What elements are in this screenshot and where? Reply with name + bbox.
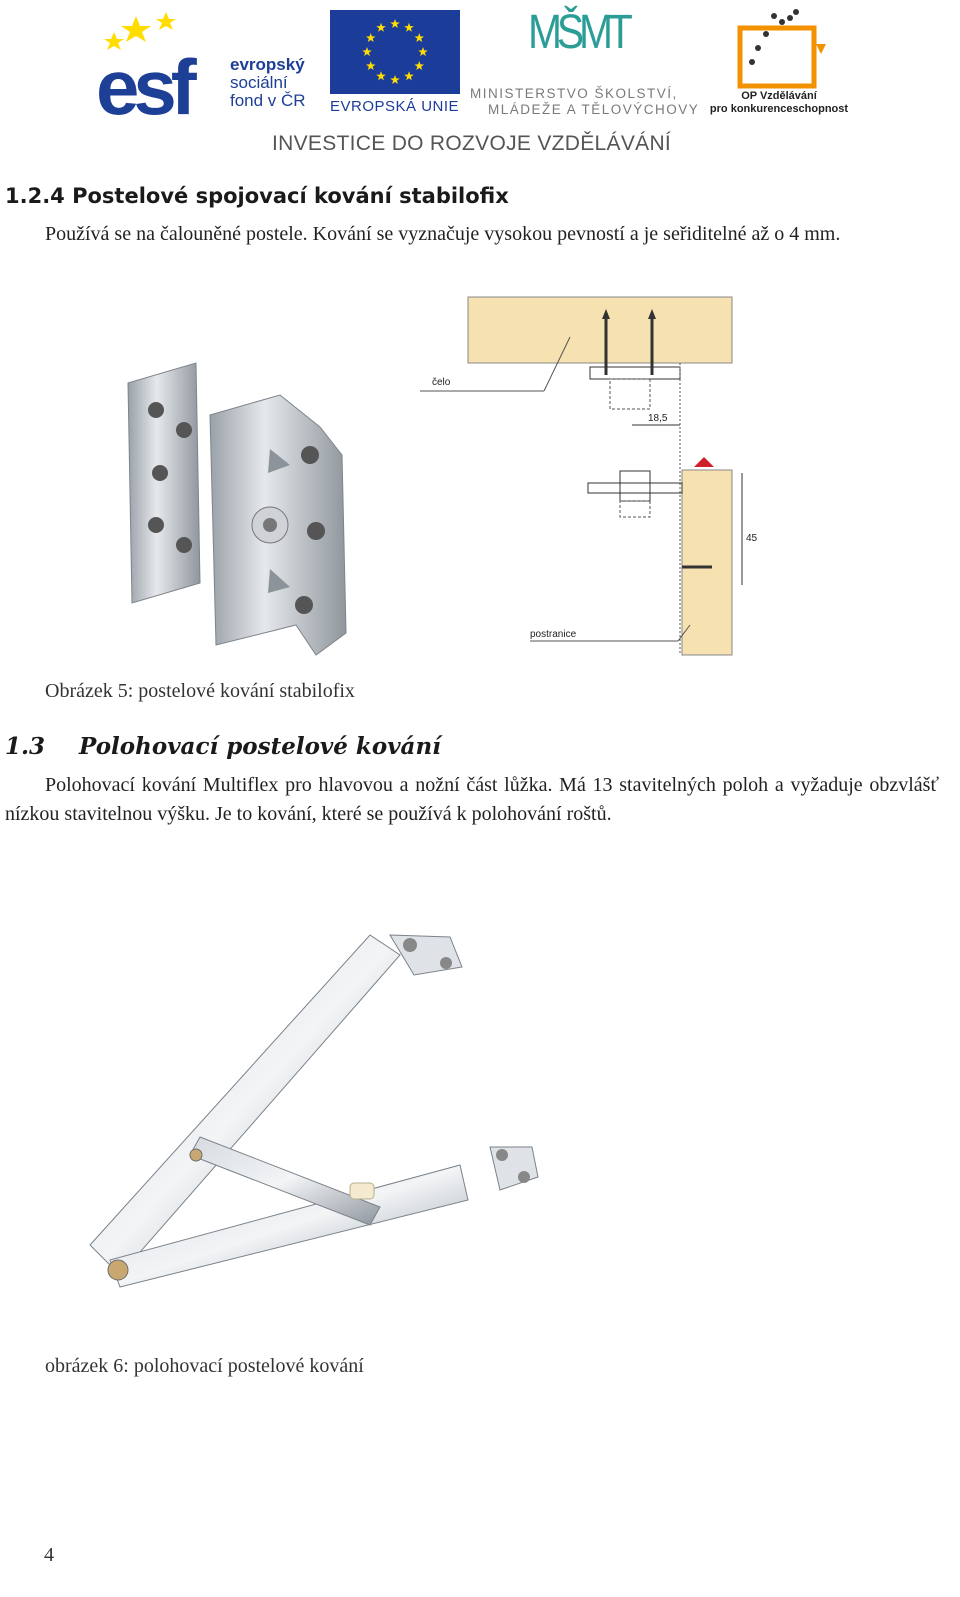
msmt-line-2: MLÁDEŽE A TĚLOVÝCHOVY: [488, 102, 700, 117]
msmt-line-1: MINISTERSTVO ŠKOLSTVÍ,: [470, 86, 678, 101]
section-heading-1-2-4: 1.2.4 Postelové spojovací kování stabilofix: [5, 184, 509, 208]
section-heading-1-3: [5, 733, 441, 760]
stabilofix-diagram-graphic: [420, 295, 760, 665]
section-number: 1.3: [5, 733, 46, 760]
section-1-2-4-paragraph: Používá se na čalouněné postele. Kování se vyznačuje vysokou pevností a je seřiditelné až o 4 mm.: [45, 223, 841, 245]
eu-star-icon: [376, 71, 386, 80]
page-number: 4: [44, 1544, 54, 1566]
op-line-2: pro konkurenceschopnost: [709, 103, 849, 115]
eu-star-icon: [376, 23, 386, 32]
eu-star-icon: [390, 19, 400, 28]
op-line-1: OP Vzdělávání: [741, 90, 817, 102]
multiflex-photo-graphic: [70, 915, 550, 1295]
msmt-logo: [470, 8, 700, 123]
eu-star-icon: [366, 33, 376, 42]
svg-text:esf: esf: [96, 43, 191, 122]
eu-caption: EVROPSKÁ UNIE: [330, 98, 460, 115]
eu-star-icon: [415, 33, 425, 42]
esf-line-1: evropský: [230, 55, 305, 74]
eu-stars-icon: [330, 10, 460, 94]
diagram-label-celo: čelo: [432, 377, 451, 388]
op-logo-graphic: [704, 8, 854, 98]
msmt-mark: MŠMT: [528, 6, 628, 59]
eu-star-icon: [404, 71, 414, 80]
eu-flag: [330, 10, 460, 94]
stabilofix-photo: [120, 355, 360, 660]
esf-line-3: fond v ČR: [230, 91, 306, 110]
eu-star-icon: [404, 23, 414, 32]
header-tagline: INVESTICE DO ROZVOJE VZDĚLÁVÁNÍ: [272, 132, 672, 155]
multiflex-photo: [70, 915, 550, 1295]
figure-6-caption: obrázek 6: polohovací postelové kování: [45, 1355, 364, 1377]
figure-5-caption: Obrázek 5: postelové kování stabilofix: [45, 680, 355, 702]
section-1-3-paragraph: Polohovací kování Multiflex pro hlavovou a nožní část lůžka. Má 13 stavitelných poloh a vyžaduje obzvlášť nízkou stavitelnou výšku. Je to kování, které se používá k polohování roštů.: [5, 774, 939, 825]
diagram-dim-vertical: 45: [746, 533, 758, 544]
eu-star-icon: [390, 75, 400, 84]
op-logo: [704, 8, 854, 123]
eu-star-icon: [415, 61, 425, 70]
stabilofix-photo-graphic: [120, 355, 360, 660]
section-title: Polohovací postelové kování: [79, 733, 441, 760]
esf-line-2: sociální: [230, 73, 288, 92]
eu-star-icon: [418, 47, 428, 56]
diagram-label-postranice: postranice: [530, 629, 577, 640]
eu-star-icon: [366, 61, 376, 70]
eu-logo: [330, 10, 462, 122]
esf-logo: [96, 10, 324, 122]
eu-star-icon: [362, 47, 372, 56]
stabilofix-diagram: [420, 295, 760, 665]
diagram-dim-horizontal: 18,5: [648, 413, 668, 424]
header-logos: [0, 0, 960, 170]
